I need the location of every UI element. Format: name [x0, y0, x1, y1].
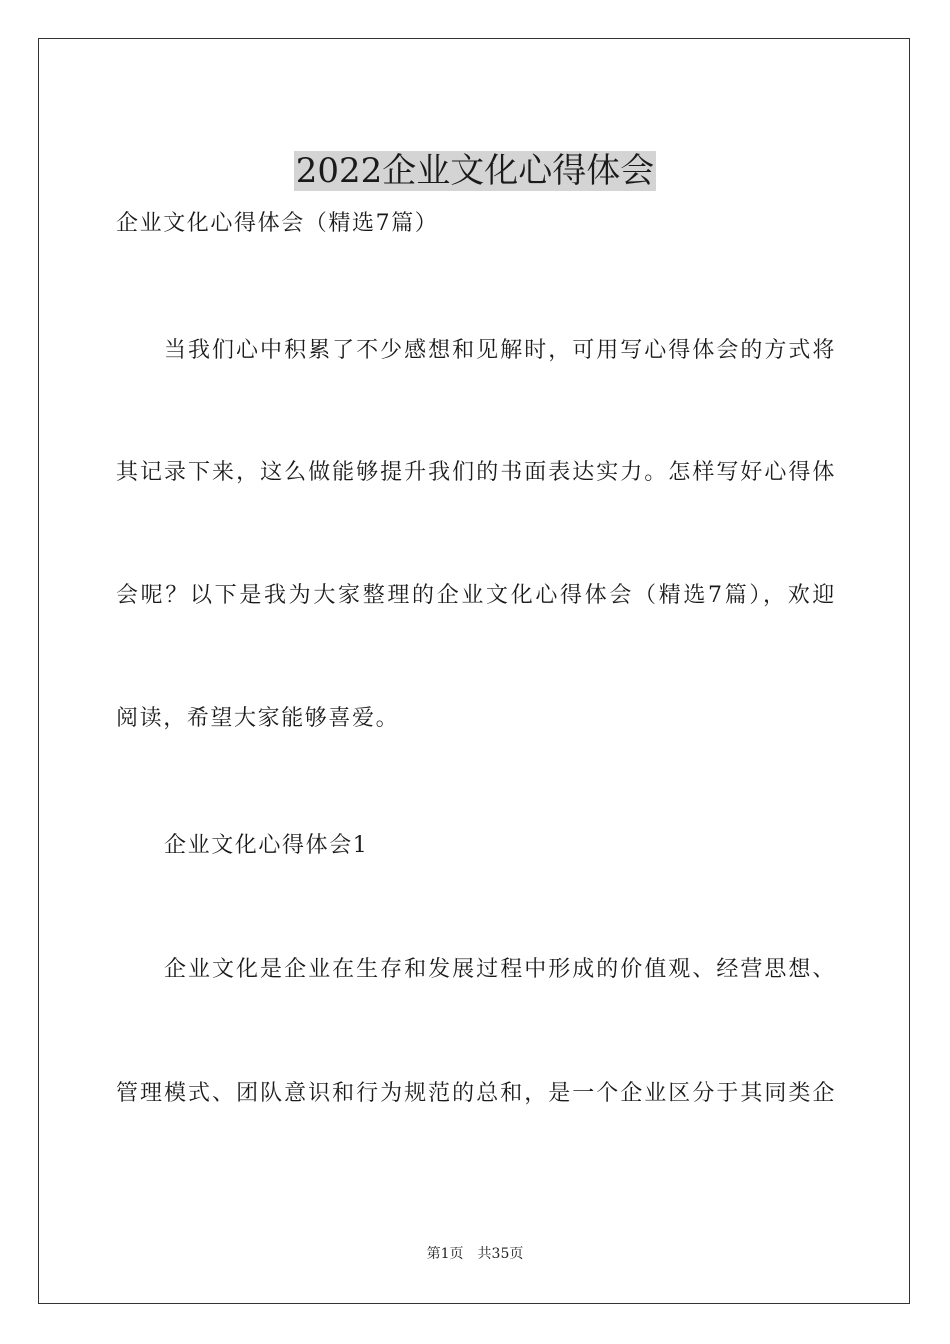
intro-line-3: 会呢？以下是我为大家整理的企业文化心得体会（精选7篇），欢迎: [116, 583, 836, 608]
section-heading: 企业文化心得体会1: [164, 833, 369, 858]
page-number: 第1页: [426, 1246, 464, 1262]
document-title: [0, 149, 950, 193]
page-total: 共35页: [477, 1246, 524, 1262]
section-line-2: 管理模式、团队意识和行为规范的总和，是一个企业区分于其同类企: [116, 1081, 836, 1106]
section-line-1: 企业文化是企业在生存和发展过程中形成的价值观、经营思想、: [164, 957, 836, 982]
page-footer: [0, 1244, 950, 1264]
intro-line-4: 阅读，希望大家能够喜爱。: [116, 706, 400, 731]
document-title-text: 2022企业文化心得体会: [295, 150, 655, 191]
intro-line-2: 其记录下来，这么做能够提升我们的书面表达实力。怎样写好心得体: [116, 460, 836, 485]
intro-line-1: 当我们心中积累了不少感想和见解时，可用写心得体会的方式将: [164, 338, 836, 363]
document-subtitle: 企业文化心得体会（精选7篇）: [116, 211, 439, 236]
